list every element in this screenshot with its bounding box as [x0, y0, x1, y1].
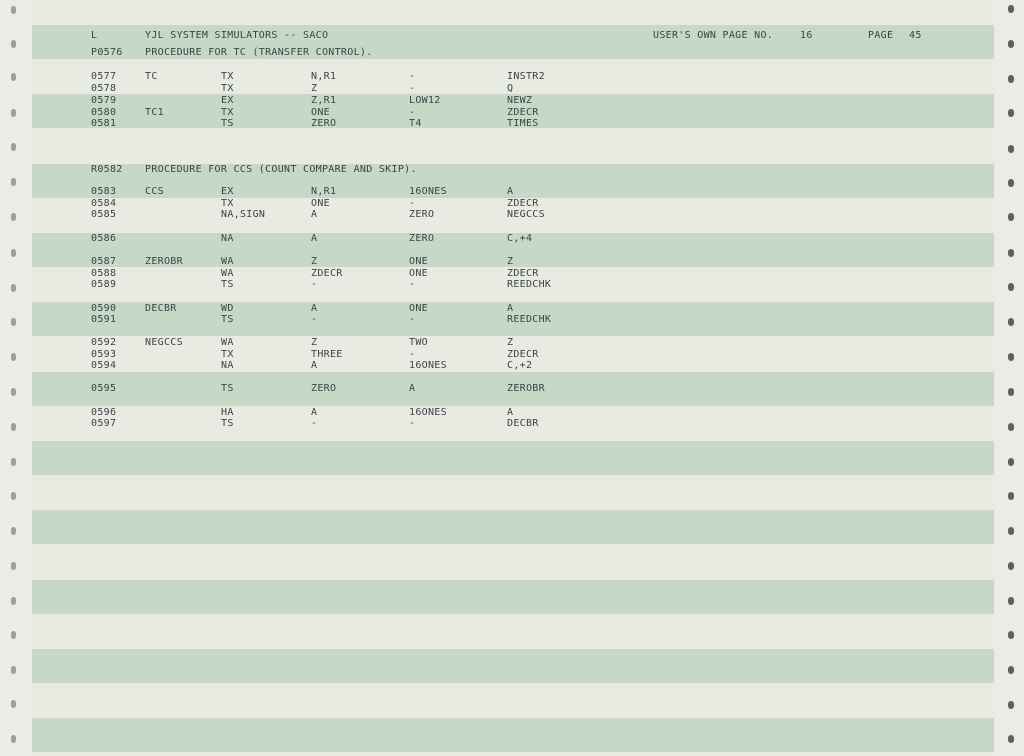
section-title: PROCEDURE FOR CCS (COUNT COMPARE AND SKIP). [145, 164, 417, 175]
row-op: EX [221, 186, 234, 197]
row-arg2: ONE [409, 256, 428, 267]
green-bar [32, 718, 994, 752]
row-seq: 0579 [91, 95, 117, 106]
code-row [0, 383, 1024, 395]
code-row [0, 418, 1024, 430]
row-seq: 0593 [91, 349, 117, 360]
code-row [0, 279, 1024, 291]
row-label: CCS [145, 186, 164, 197]
row-op: TS [221, 118, 234, 129]
row-seq: 0588 [91, 268, 117, 279]
row-arg1: Z,R1 [311, 95, 337, 106]
row-arg1: A [311, 360, 318, 371]
row-arg3: A [507, 186, 514, 197]
row-seq: 0596 [91, 407, 117, 418]
section-seq: P0576 [91, 47, 123, 58]
row-label: DECBR [145, 303, 177, 314]
row-arg2: - [409, 71, 416, 82]
row-arg2: T4 [409, 118, 422, 129]
row-arg1: ZERO [311, 118, 337, 129]
row-op: TS [221, 383, 234, 394]
row-arg1: A [311, 407, 318, 418]
row-op: NA [221, 360, 234, 371]
row-arg3: ZDECR [507, 268, 539, 279]
header-title: YJL SYSTEM SIMULATORS -- SACO [145, 30, 329, 41]
section-seq: R0582 [91, 164, 123, 175]
row-arg3: DECBR [507, 418, 539, 429]
row-arg2: ZERO [409, 233, 435, 244]
users-page-label: USER'S OWN PAGE NO. [653, 30, 774, 41]
row-arg2: - [409, 314, 416, 325]
row-seq: 0587 [91, 256, 117, 267]
code-row [0, 186, 1024, 198]
row-arg2: - [409, 83, 416, 94]
feed-hole [1008, 527, 1014, 535]
row-arg2: 16ONES [409, 186, 447, 197]
section-heading [0, 164, 1024, 176]
row-arg2: LOW12 [409, 95, 441, 106]
feed-hole [1008, 562, 1014, 570]
row-seq: 0585 [91, 209, 117, 220]
row-seq: 0591 [91, 314, 117, 325]
row-arg3: Z [507, 256, 514, 267]
row-arg1: Z [311, 337, 318, 348]
row-seq: 0586 [91, 233, 117, 244]
row-arg1: THREE [311, 349, 343, 360]
row-arg3: ZEROBR [507, 383, 545, 394]
row-op: TS [221, 314, 234, 325]
row-arg3: A [507, 303, 514, 314]
row-op: WA [221, 337, 234, 348]
page-header [0, 30, 1024, 42]
feed-hole [11, 700, 16, 708]
row-arg1: N,R1 [311, 71, 337, 82]
feed-hole [11, 6, 16, 14]
row-seq: 0584 [91, 198, 117, 209]
row-op: TX [221, 349, 234, 360]
row-arg1: - [311, 418, 318, 429]
row-seq: 0577 [91, 71, 117, 82]
row-seq: 0592 [91, 337, 117, 348]
row-arg3: REEDCHK [507, 279, 552, 290]
row-arg3: INSTR2 [507, 71, 545, 82]
row-seq: 0597 [91, 418, 117, 429]
page-number: 45 [909, 30, 922, 41]
row-arg2: - [409, 349, 416, 360]
row-op: TX [221, 83, 234, 94]
green-bar [32, 580, 994, 614]
feed-hole [1008, 492, 1014, 500]
feed-hole [11, 666, 16, 674]
row-seq: 0581 [91, 118, 117, 129]
row-seq: 0578 [91, 83, 117, 94]
green-bar [32, 441, 994, 475]
row-op: TS [221, 279, 234, 290]
row-op: TX [221, 71, 234, 82]
green-bar [32, 510, 994, 544]
code-row [0, 256, 1024, 268]
row-seq: 0595 [91, 383, 117, 394]
row-label: NEGCCS [145, 337, 183, 348]
row-label: TC1 [145, 107, 164, 118]
row-seq: 0594 [91, 360, 117, 371]
row-op: WA [221, 256, 234, 267]
row-seq: 0580 [91, 107, 117, 118]
row-op: NA,SIGN [221, 209, 266, 220]
section-heading [0, 47, 1024, 59]
feed-hole [1008, 666, 1014, 674]
row-arg2: 16ONES [409, 407, 447, 418]
row-arg1: A [311, 209, 318, 220]
feed-hole [1008, 735, 1014, 743]
feed-hole [11, 527, 16, 535]
code-row [0, 71, 1024, 83]
row-arg3: ZDECR [507, 107, 539, 118]
row-arg2: A [409, 383, 416, 394]
row-arg2: - [409, 418, 416, 429]
row-arg1: Z [311, 83, 318, 94]
row-op: WA [221, 268, 234, 279]
row-arg3: Z [507, 337, 514, 348]
row-arg1: - [311, 314, 318, 325]
row-arg1: ONE [311, 198, 330, 209]
row-arg3: ZDECR [507, 349, 539, 360]
row-op: TX [221, 107, 234, 118]
row-op: TX [221, 198, 234, 209]
row-arg3: REEDCHK [507, 314, 552, 325]
row-arg1: N,R1 [311, 186, 337, 197]
code-row [0, 233, 1024, 245]
feed-hole [11, 735, 16, 743]
header-level: L [91, 30, 98, 41]
row-arg1: ZERO [311, 383, 337, 394]
row-arg3: TIMES [507, 118, 539, 129]
code-row [0, 118, 1024, 130]
feed-hole [11, 562, 16, 570]
green-bar [32, 649, 994, 683]
row-arg3: NEGCCS [507, 209, 545, 220]
feed-hole [11, 597, 16, 605]
feed-hole [1008, 5, 1014, 13]
feed-hole [11, 631, 16, 639]
row-arg2: TWO [409, 337, 428, 348]
row-arg3: Q [507, 83, 514, 94]
row-arg2: - [409, 279, 416, 290]
row-op: WD [221, 303, 234, 314]
row-arg3: A [507, 407, 514, 418]
row-arg2: 16ONES [409, 360, 447, 371]
row-seq: 0590 [91, 303, 117, 314]
row-arg2: - [409, 107, 416, 118]
code-row [0, 209, 1024, 221]
row-label: ZEROBR [145, 256, 183, 267]
row-arg1: Z [311, 256, 318, 267]
row-op: HA [221, 407, 234, 418]
row-arg2: - [409, 198, 416, 209]
code-row [0, 337, 1024, 349]
code-row [0, 95, 1024, 107]
feed-hole [1008, 145, 1014, 153]
code-row [0, 83, 1024, 95]
row-arg2: ONE [409, 268, 428, 279]
code-row [0, 314, 1024, 326]
users-page-number: 16 [800, 30, 813, 41]
row-arg2: ONE [409, 303, 428, 314]
row-arg1: - [311, 279, 318, 290]
row-op: NA [221, 233, 234, 244]
row-arg1: A [311, 233, 318, 244]
row-arg1: ZDECR [311, 268, 343, 279]
code-row [0, 360, 1024, 372]
row-label: TC [145, 71, 158, 82]
row-arg1: ONE [311, 107, 330, 118]
row-arg2: ZERO [409, 209, 435, 220]
row-arg3: C,+2 [507, 360, 533, 371]
row-op: TS [221, 418, 234, 429]
row-seq: 0589 [91, 279, 117, 290]
row-arg3: C,+4 [507, 233, 533, 244]
row-arg3: NEWZ [507, 95, 533, 106]
section-title: PROCEDURE FOR TC (TRANSFER CONTROL). [145, 47, 373, 58]
feed-hole [1008, 631, 1014, 639]
feed-hole [1008, 701, 1014, 709]
row-arg3: ZDECR [507, 198, 539, 209]
row-arg1: A [311, 303, 318, 314]
page-label: PAGE [868, 30, 894, 41]
feed-hole [1008, 458, 1014, 466]
row-seq: 0583 [91, 186, 117, 197]
feed-hole [1008, 597, 1014, 605]
row-op: EX [221, 95, 234, 106]
